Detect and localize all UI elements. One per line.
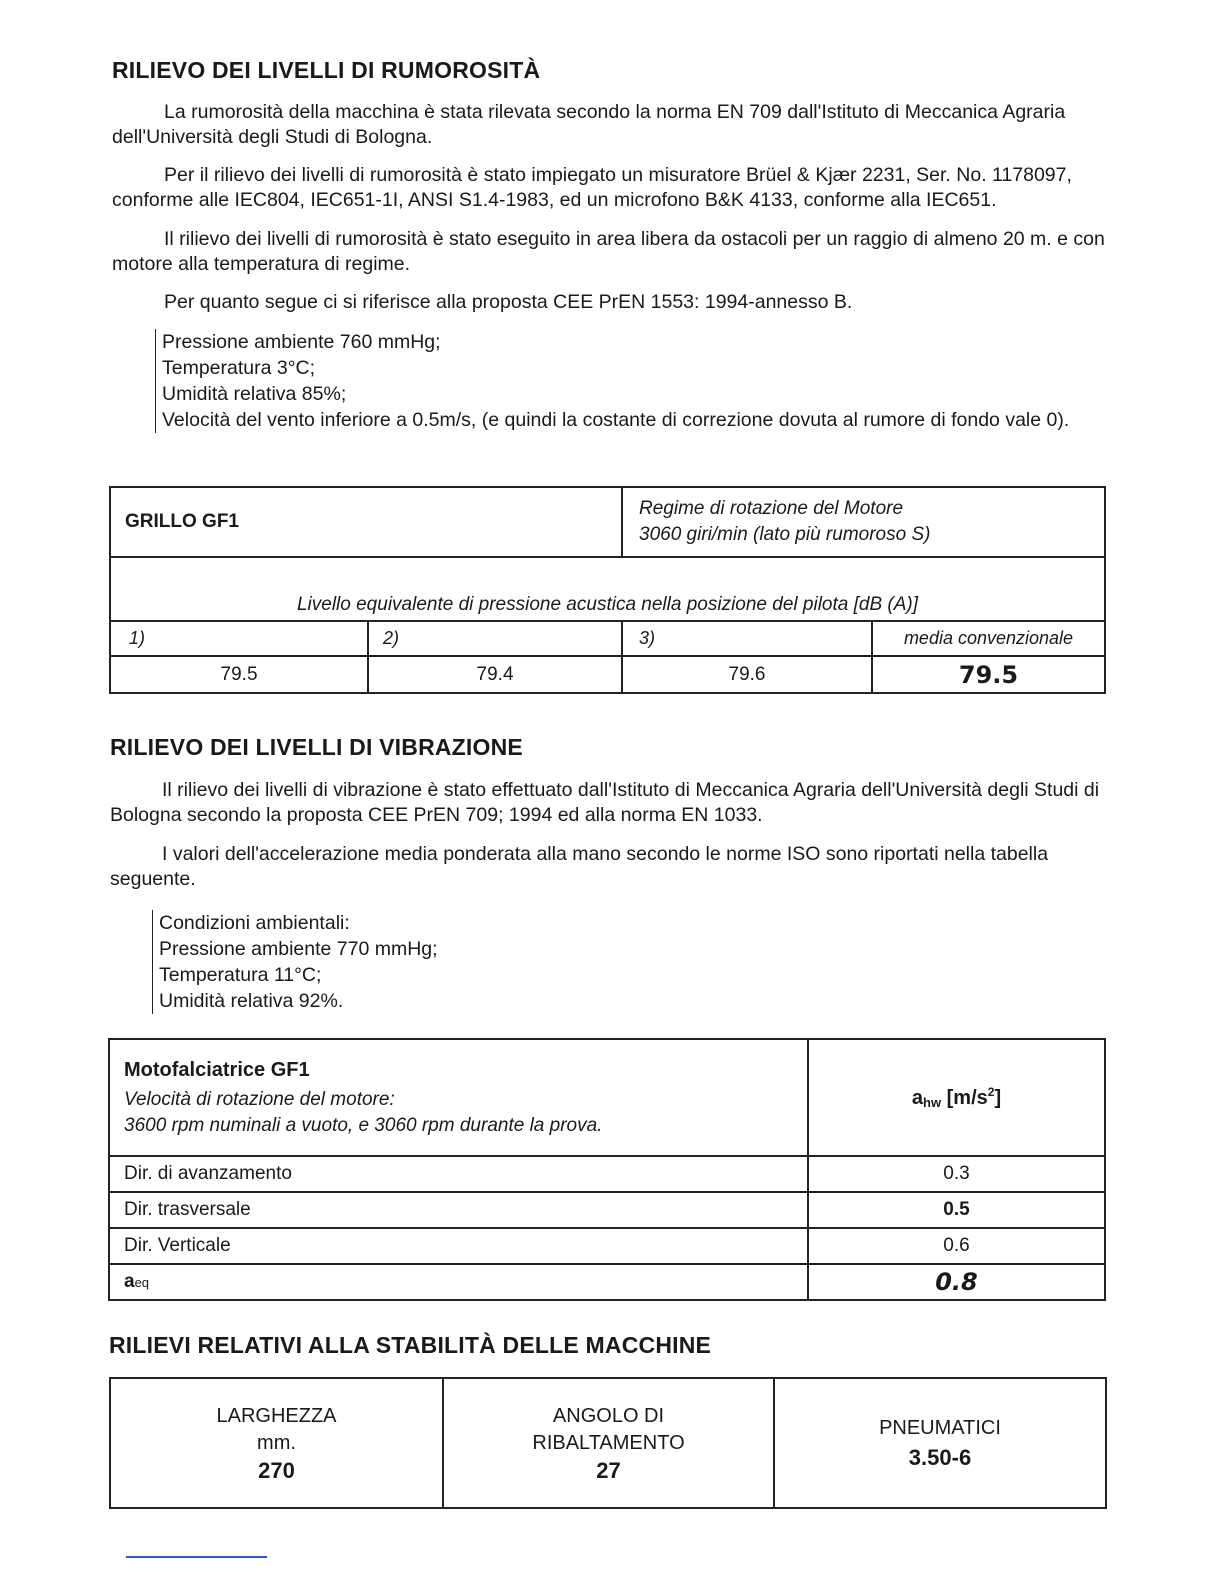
vibration-unit-open: [m/s [946,1087,988,1109]
noise-condition-wind: Velocità del vento inferiore a 0.5m/s, (e quindi la costante di correzione dovuta al rumore di fondo vale 0). [162,409,1070,431]
stability-tyres-value: 3.50-6 [908,1445,972,1470]
vibration-conditions [152,910,759,1014]
vibration-heading: RILIEVO DEI LIVELLI DI VIBRAZIONE [110,734,523,760]
stability-width-unit: mm. [257,1431,296,1454]
vibration-unit-main: a [911,1087,923,1109]
noise-table-col-1: 1) [110,621,368,656]
vibration-row-label: Dir. Verticale [109,1228,808,1264]
vibration-table-speed-line2: 3600 rpm numinali a vuoto, e 3060 rpm durante la prova. [124,1114,603,1136]
vibration-unit-sup: 2 [987,1085,995,1099]
vibration-condition-pressure: Pressione ambiente 770 mmHg; [159,938,438,960]
stability-tyres-label: PNEUMATICI [879,1417,1001,1439]
noise-paragraph-4: Per quanto segue ci si riferisce alla proposta CEE PrEN 1553: 1994-annesso B. [164,291,853,313]
vibration-row-label: Dir. di avanzamento [109,1156,808,1192]
noise-table [109,486,1106,694]
vibration-row-value: 0.6 [808,1228,1105,1264]
vibration-table-speed-line1: Velocità di rotazione del motore: [124,1088,395,1110]
vibration-table [108,1038,1106,1301]
stability-table [109,1377,1107,1509]
vibration-aeq-sub: eq [134,1275,150,1290]
noise-condition-pressure: Pressione ambiente 760 mmHg; [162,331,441,353]
stability-width-value: 270 [258,1457,295,1483]
vibration-aeq-main: a [124,1271,135,1292]
vibration-table-unit [808,1039,1105,1156]
stability-angle-value: 27 [596,1457,621,1483]
vibration-condition-temperature: Temperatura 11°C; [159,964,322,986]
noise-table-value-3: 79.6 [622,656,872,693]
noise-condition-temperature: Temperatura 3°C; [162,357,316,379]
footer-rule [126,1556,267,1558]
vibration-condition-humidity: Umidità relativa 92%. [159,990,344,1012]
stability-width-cell [110,1378,443,1508]
noise-table-value-average: 79.5 [872,656,1105,693]
vibration-paragraph-1: Il rilievo dei livelli di vibrazione è stato effettuato dall'Istituto di Meccanica Agraria dell'Università degli Studi di Bologna secondo la proposta CEE PrEN 709; 1994 ed alla norma EN 1033. [110,779,1100,826]
noise-table-col-3: 3) [622,621,872,656]
noise-paragraph-3: Il rilievo dei livelli di rumorosità è stato eseguito in area libera da ostacoli per un raggio di almeno 20 m. e con motore alla temperatura di regime. [112,228,1105,275]
noise-table-regime [622,487,1105,557]
noise-paragraph-2: Per il rilievo dei livelli di rumorosità è stato impiegato un misuratore Brüel & Kjær 2231, Ser. No. 1178097, conforme alle IEC804, IEC651-1I, ANSI S1.4-1983, ed un microfono B&K 4133, conforme alla IEC651. [112,164,1072,211]
noise-table-regime-line2: 3060 giri/min (lato più rumoroso S) [639,524,931,545]
noise-table-col-2: 2) [368,621,622,656]
noise-table-col-average: media convenzionale [872,621,1105,656]
stability-heading: RILIEVI RELATIVI ALLA STABILITÀ DELLE MACCHINE [109,1332,712,1358]
vibration-row-value: 0.3 [808,1156,1105,1192]
vibration-aeq-value: 0.8 [808,1264,1105,1300]
vibration-aeq-label [109,1264,808,1300]
stability-width-label: LARGHEZZA [216,1404,337,1427]
noise-table-level-caption: Livello equivalente di pressione acustica nella posizione del pilota [dB (A)] [110,557,1105,621]
stability-angle-label-1: ANGOLO DI [552,1404,665,1427]
vibration-row-value: 0.5 [808,1192,1105,1228]
vibration-row-label: Dir. trasversale [109,1192,808,1228]
vibration-table-header [109,1039,808,1156]
noise-heading: RILIEVO DEI LIVELLI DI RUMOROSITÀ [112,57,541,83]
stability-tyres-cell [774,1378,1106,1508]
noise-table-value-2: 79.4 [368,656,622,693]
stability-angle-cell [443,1378,774,1508]
vibration-unit-sub: hw [923,1095,942,1110]
noise-conditions [155,329,1112,433]
noise-paragraph-1: La rumorosità della macchina è stata rilevata secondo la norma EN 709 dall'Istituto di Meccanica Agraria dell'Università degli Studi di Bologna. [112,101,1066,148]
noise-table-regime-line1: Regime di rotazione del Motore [639,498,904,519]
vibration-unit-close: ] [994,1087,1002,1109]
noise-table-model: GRILLO GF1 [110,487,622,557]
noise-condition-humidity: Umidità relativa 85%; [162,383,347,405]
noise-table-value-1: 79.5 [110,656,368,693]
vibration-paragraph-2: I valori dell'accelerazione media ponderata alla mano secondo le norme ISO sono riportati nella tabella seguente. [110,843,1049,890]
stability-angle-label-2: RIBALTAMENTO [532,1431,685,1454]
vibration-condition-title: Condizioni ambientali: [159,912,350,934]
vibration-table-model: Motofalciatrice GF1 [124,1058,310,1081]
